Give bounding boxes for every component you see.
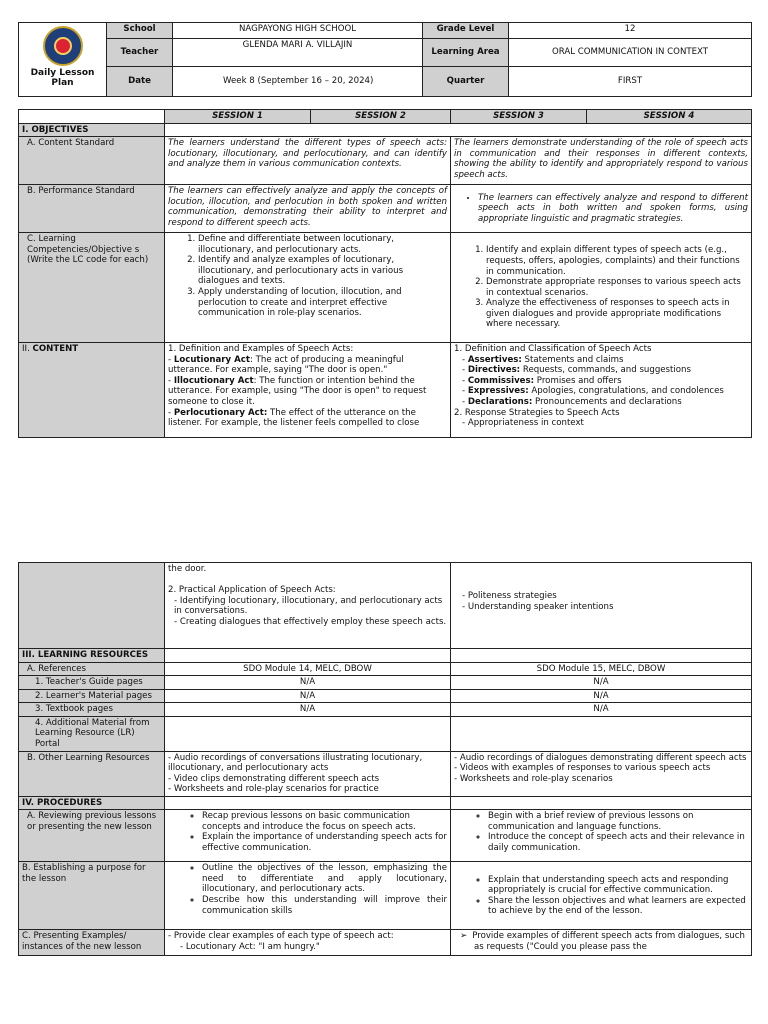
other-resources-1: - Audio recordings of conversations illustrating locutionary, illocutionary, and perlocutionary acts - Video clips demonstrating different speech acts - Worksheets and role-play scenarios for practice — [165, 751, 451, 796]
grade-value: 12 — [509, 23, 752, 39]
list-item: ◦ Introduce the concept of speech acts and their relevance in daily communication. — [488, 832, 748, 853]
doc-title: Daily Lesson Plan — [30, 68, 95, 88]
list-item: ◦ Begin with a brief review of previous lessons on communication and language functions. — [488, 811, 748, 832]
quarter-value: FIRST — [509, 67, 752, 97]
competencies-1 — [165, 233, 451, 343]
list-item: ◦ Explain that understanding speech acts and responding appropriately is crucial for effective communication. — [488, 875, 748, 896]
grade-label: Grade Level — [423, 23, 509, 39]
list-item: ➢ Provide examples of different speech acts from dialogues, such as requests ("Could you please pass the — [474, 931, 748, 952]
header-table — [18, 22, 752, 97]
purpose-label: B. Establishing a purpose for the lesson — [19, 862, 165, 930]
session-3-header: SESSION 3 — [451, 110, 587, 124]
content-standard-2: The learners demonstrate understanding of the role of speech acts in communication and their responses in different contexts, showing the ability to identify and appropriately respond to various speech acts. — [451, 137, 752, 185]
content-standard-label: A. Content Standard — [19, 137, 165, 185]
deped-seal-icon — [43, 26, 83, 66]
lesson-table-page1 — [18, 109, 752, 438]
textbook-label: 3. Textbook pages — [19, 703, 165, 717]
date-label: Date — [107, 67, 173, 97]
references-label: A. References — [19, 662, 165, 676]
reviewing-2 — [451, 810, 752, 862]
list-item: ◦ Describe how this understanding will improve their communication skills — [202, 895, 447, 916]
list-item: ◦ Outline the objectives of the lesson, emphasizing the need to differentiate and apply locutionary, illocutionary, and perlocutionary acts. — [202, 863, 447, 895]
list-item: 1. Define and differentiate between locutionary, illocutionary, and perlocutionary acts. — [198, 234, 447, 255]
content-session-1: 1. Definition and Examples of Speech Acts: - Locutionary Act: The act of producing a meaningful utterance. For example, saying "The door is open." - Illocutionary Act: The function or intention behind the utterance. For example, using "The door is open" to request someone to close it. - Perlocutionary Act: The effect of the utterance on the listener. For example, the listener feels compelled to close — [165, 343, 451, 438]
content-standard-1: The learners understand the different types of speech acts: locutionary, illocutionary, and perlocutionary, and can identify and analyze them in various communication contexts. — [165, 137, 451, 185]
area-value: ORAL COMMUNICATION IN CONTEXT — [509, 39, 752, 67]
other-resources-2: - Audio recordings of dialogues demonstrating different speech acts - Videos with examples of responses to various speech acts - Worksheets and role-play scenarios — [451, 751, 752, 796]
purpose-1 — [165, 862, 451, 930]
performance-standard-2: • The learners can effectively analyze and respond to different speech acts in both written and spoken forms, using appropriate linguistic and pragmatic strategies. — [451, 185, 752, 233]
references-2: SDO Module 15, MELC, DBOW — [451, 662, 752, 676]
logo-cell — [19, 23, 107, 97]
reviewing-1 — [165, 810, 451, 862]
presenting-1: - Provide clear examples of each type of speech act: - Locutionary Act: "I am hungry." — [165, 930, 451, 956]
objectives-heading: I. OBJECTIVES — [19, 123, 165, 137]
list-item: 2. Demonstrate appropriate responses to various speech acts in contextual scenarios. — [486, 277, 748, 298]
learners-material-label: 2. Learner's Material pages — [19, 689, 165, 703]
content-session-2: 1. Definition and Classification of Speech Acts - Assertives: Statements and claims - Directives: Requests, commands, and suggestions - Commissives: Promises and offers - Expressives: Apologies, congratulations, and condolences - Declarations: Pronouncements and declarations 2. Response Strategies to Speech Acts - Appropriateness in context — [451, 343, 752, 438]
competencies-2 — [451, 233, 752, 343]
lesson-table-page2: the door. 2. Practical Application of Speech Acts: - Identifying locutionary, illocutionary, and perlocutionary acts in conversations. - Creating dialogues that effectively employ these speech acts. - Politeness strategies - Understanding speaker intentions III. LEARNING RESOURCES A. References SDO Module 14, MELC, DBOW SDO Module 15, MELC, DBOW 1. Teacher's Guide pages N/A N/A 2. Learner's Material pages N/A N/A 3. Textbook pages N/A N/A 4. Additional Material from Learning Resource (LR) Portal B. Other Learning Resources - Audio recordings of conversations illustrating locutionary, illocutionary, and perlocutionary acts - Video clips demonstrating different speech acts - Worksheets and role-play scenarios for practice - Audio recordings of dialogues demonstrating different speech acts - Videos with examples of responses to various speech acts - Worksheets and role-play scenarios IV. PROCEDURES A. Reviewing previous lessons or presenting the new lesson ◦ Recap previous lessons on basic communication concepts and introduce the focus on speech acts. ◦ Explain the importance of understanding speech acts for effective communication. ◦ Begin with a brief review of previous lessons on communication and language functions. ◦ Introduce the concept of speech acts and their relevance in daily communication. B. Establishing a purpose for the lesson ◦ Outline the objectives of the lesson, emphasizing the need to differentiate and apply locutionary, illocutionary, and perlocutionary acts. ◦ Describe how this understanding will improve their communication skills ◦ Explain that understanding speech acts and responding appropriately is crucial for effective communication. ◦ Share the lesson objectives and what learners are expected to achieve by the end of the lesson. C. Presenting Examples/ instances of the new lesson - Provide clear examples of each type of speech act: - Locutionary Act: "I am hungry." ➢ Provide examples of different speech acts from dialogues, such as requests ("Could you please pass the — [18, 562, 752, 956]
additional-material-label: 4. Additional Material from Learning Resource (LR) Portal — [19, 716, 165, 751]
presenting-2 — [451, 930, 752, 956]
content-session-1-cont: the door. 2. Practical Application of Speech Acts: - Identifying locutionary, illocutionary, and perlocutionary acts in conversations. - Creating dialogues that effectively employ these speech acts. — [165, 563, 451, 649]
session-4-header: SESSION 4 — [587, 110, 752, 124]
list-item: ◦ Share the lesson objectives and what learners are expected to achieve by the end of the lesson. — [488, 896, 748, 917]
blank-cell — [19, 110, 165, 124]
other-resources-label: B. Other Learning Resources — [19, 751, 165, 796]
content-session-2-cont: - Politeness strategies - Understanding speaker intentions — [451, 563, 752, 649]
procedures-heading: IV. PROCEDURES — [19, 796, 165, 810]
list-item: ◦ Explain the importance of understanding speech acts for effective communication. — [202, 832, 447, 853]
date-value: Week 8 (September 16 – 20, 2024) — [173, 67, 423, 97]
school-value: NAGPAYONG HIGH SCHOOL — [173, 23, 423, 39]
teachers-guide-label: 1. Teacher's Guide pages — [19, 676, 165, 690]
list-item: 3. Analyze the effectiveness of responses to speech acts in given dialogues and provide appropriate modifications where necessary. — [486, 298, 748, 330]
teacher-value: GLENDA MARI A. VILLAJIN — [173, 39, 423, 67]
area-label: Learning Area — [423, 39, 509, 67]
content-label: II. CONTENT — [19, 343, 165, 438]
performance-standard-label: B. Performance Standard — [19, 185, 165, 233]
teacher-label: Teacher — [107, 39, 173, 67]
purpose-2 — [451, 862, 752, 930]
session-2-header: SESSION 2 — [311, 110, 451, 124]
quarter-label: Quarter — [423, 67, 509, 97]
resources-heading: III. LEARNING RESOURCES — [19, 649, 165, 663]
school-label: School — [107, 23, 173, 39]
list-item: ◦ Recap previous lessons on basic communication concepts and introduce the focus on speech acts. — [202, 811, 447, 832]
list-item: 1. Identify and explain different types of speech acts (e.g., requests, offers, apologies, complaints) and their functions in communication. — [486, 245, 748, 277]
session-1-header: SESSION 1 — [165, 110, 311, 124]
competencies-label: C. Learning Competencies/Objective s (Write the LC code for each) — [19, 233, 165, 343]
performance-standard-1: The learners can effectively analyze and apply the concepts of locution, illocution, and perlocution in both spoken and written communication, demonstrating their ability to interpret and respond to different speech acts. — [165, 185, 451, 233]
presenting-label: C. Presenting Examples/ instances of the new lesson — [19, 930, 165, 956]
list-item: 2. Identify and analyze examples of locutionary, illocutionary, and perlocutionary acts in various dialogues and texts. — [198, 255, 447, 287]
references-1: SDO Module 14, MELC, DBOW — [165, 662, 451, 676]
reviewing-label: A. Reviewing previous lessons or presenting the new lesson — [19, 810, 165, 862]
list-item: 3. Apply understanding of locution, illocution, and perlocution to create and interpret effective communication in role-play scenarios. — [198, 287, 447, 319]
